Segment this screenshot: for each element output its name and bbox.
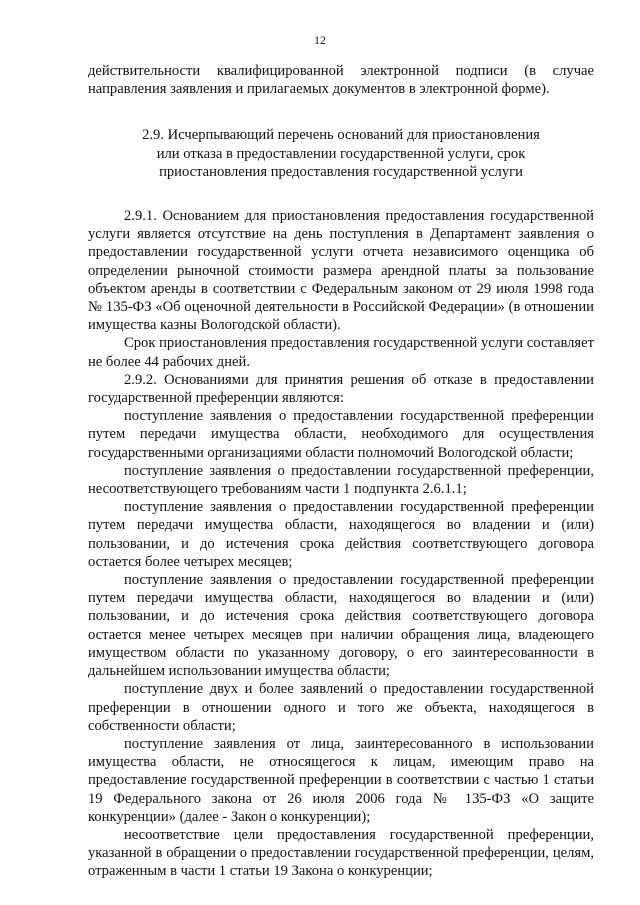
paragraph-2-9-1: 2.9.1. Основанием для приостановления предоставления государственной услуги является отсутствие на день поступления в Департамент заявления о предоставлении государственной услуги отчета независимого оценщика об определении рыночной стоимости размера арендной платы за пользование объектом аренды в соответствии с Федеральным законом от 29 июля 1998 года № 135-ФЗ «Об оценочной деятельности в Российской Федерации» (в отношении имущества казны Вологодской области). — [88, 208, 594, 334]
list-item: поступление заявления о предоставлении государственной преференции путем передачи имущества области, находящегося во владении и (или) пользовании, и до истечения срока действия соответствующего договора остается менее четырех месяцев при наличии обращения лица, владеющего имуществом области по указанному договору, о его заинтересованности в дальнейшем использовании имущества области; — [88, 572, 594, 680]
section-heading-line: 2.9. Исчерпывающий перечень оснований для приостановления — [142, 127, 540, 144]
page-number: 12 — [314, 33, 326, 47]
list-item: поступление заявления о предоставлении государственной преференции путем передачи имущества области, необходимого для осуществления государственными организациями области полномочий Вологодской области; — [88, 408, 594, 461]
list-item: поступление заявления о предоставлении государственной преференции, несоответствующего требованиям части 1 подпункта 2.6.1.1; — [88, 462, 594, 498]
list-item: поступление заявления от лица, заинтересованного в использовании имущества области, не относящегося к лицам, имеющим право на предоставление государственной преференции в соответствии с частью 1 статьи 19 Федерального закона от 26 июля 2006 года № 135-ФЗ «О защите конкуренции» (далее - Закон о конкуренции); — [88, 735, 594, 825]
list-item: поступление заявления о предоставлении государственной преференции путем передачи имущества области, находящегося во владении и (или) пользовании, и до истечения срока действия соответствующего договора остается более четырех месяцев; — [88, 499, 594, 570]
document-body — [88, 62, 594, 881]
list-item: несоответствие цели предоставления государственной преференции, указанной в обращении о предоставлении государственной преференции, целям, отраженным в части 1 статьи 19 Закона о конкуренции; — [88, 826, 594, 880]
paragraph-suspension-term: Срок приостановления предоставления государственной услуги составляет не более 44 рабочих дней. — [88, 335, 594, 370]
paragraph-2-9-2: 2.9.2. Основаниями для принятия решения об отказе в предоставлении государственной преференции являются: — [88, 371, 594, 407]
section-heading — [88, 126, 594, 181]
section-heading-line: или отказа в предоставлении государственной услуги, срок — [156, 145, 526, 162]
continuation-paragraph: действительности квалифицированной электронной подписи (в случае направления заявления и прилагаемых документов в электронной форме). — [88, 63, 594, 98]
list-item: поступление двух и более заявлений о предоставлении государственной преференции в отношении одного и того же объекта, находящегося в собственности области; — [88, 681, 594, 734]
section-heading-line: приостановления предоставления государственной услуги — [159, 163, 523, 180]
